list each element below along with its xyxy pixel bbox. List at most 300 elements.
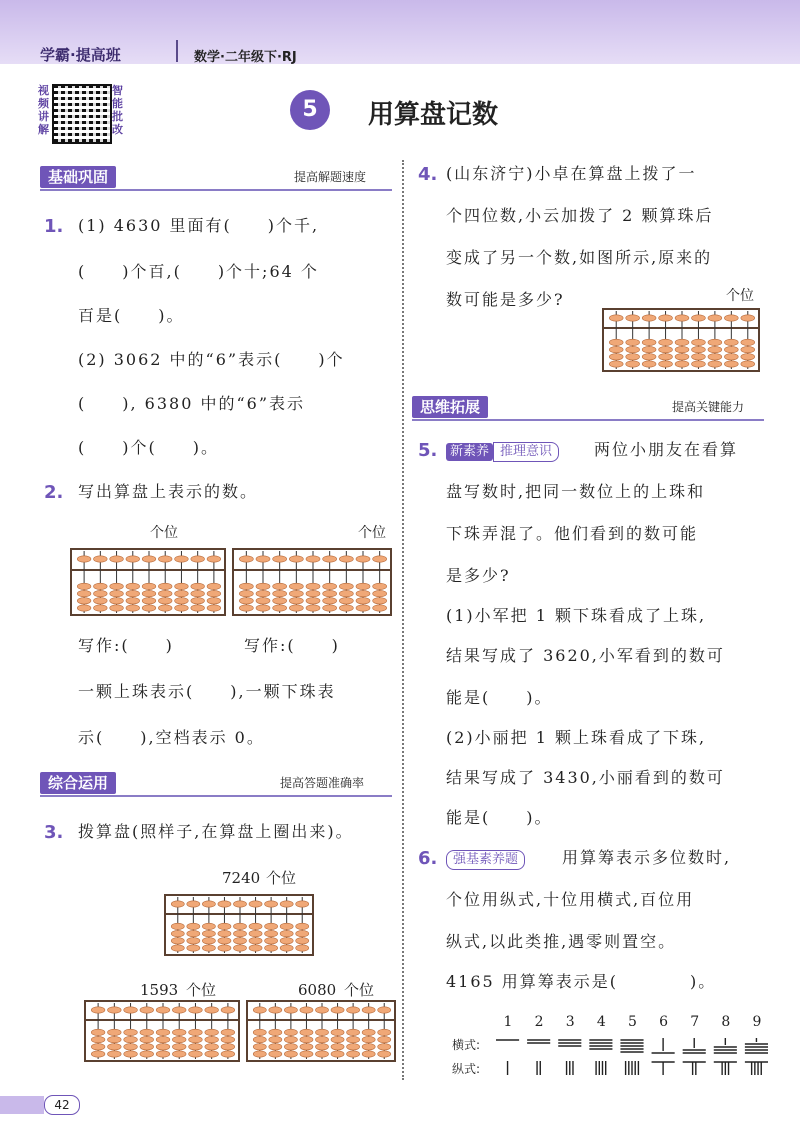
upper-bead [94,556,108,562]
lower-bead [280,945,293,951]
lower-bead [110,590,124,596]
lower-bead [108,1036,122,1042]
lower-bead [642,346,656,352]
q2-abacus2 [232,548,392,616]
upper-bead [675,315,689,321]
q4-line3: 变成了另一个数,如图所示,原来的 [446,248,713,267]
lower-bead [675,354,689,360]
lower-bead [306,590,320,596]
q5-number: 5. [418,440,438,461]
rod-digits-row [492,1014,772,1034]
lower-bead [373,598,387,604]
section-underline [40,795,392,797]
upper-bead [205,1007,219,1013]
lower-bead [233,923,246,929]
lower-bead [609,339,623,345]
lower-bead [356,590,370,596]
lower-bead [347,1029,360,1035]
q6-tag-wrap [446,848,525,870]
lower-bead [323,598,337,604]
lower-bead [692,354,706,360]
lower-bead [175,605,189,611]
lower-bead [708,339,722,345]
lower-bead [273,598,287,604]
q4-abacus-label: 个位 [726,288,754,304]
rod-digit: 8 [721,1014,731,1030]
lower-bead [156,1044,170,1050]
lower-bead [249,938,262,944]
upper-bead [296,901,309,907]
lower-bead [339,598,353,604]
lower-bead [175,583,189,589]
lower-bead [362,1051,375,1057]
page-number: 42 [44,1095,80,1115]
lower-bead [273,583,287,589]
lower-bead [221,1036,235,1042]
lower-bead [91,1044,105,1050]
upper-bead [323,556,337,562]
q1-line5: ( ), 6380 中的“6”表示 [78,394,306,413]
q3-line1: 拨算盘(照样子,在算盘上圈出来)。 [78,822,354,841]
section-comprehensive-note: 提高答题准确率 [280,776,365,790]
lower-bead [675,339,689,345]
q2-abacus1-label: 个位 [150,525,178,541]
rod-glyph [626,1061,639,1075]
q5-line3: 下珠弄混了。他们看到的数可能 [446,524,699,543]
lower-bead [724,354,738,360]
lower-bead [331,1029,344,1035]
upper-bead [253,1007,266,1013]
lower-bead [205,1029,219,1035]
rod-digit: 7 [690,1014,700,1030]
upper-bead [609,315,623,321]
upper-bead [708,315,722,321]
q3-b-number: 6080 [298,981,337,999]
upper-bead [171,901,184,907]
rod-glyph [537,1061,540,1075]
q2-write1: 写作:( ) [78,636,174,655]
lower-bead [724,346,738,352]
lower-bead [300,1036,313,1042]
lower-bead [124,1029,138,1035]
q2-line1: 写出算盘上表示的数。 [78,482,259,501]
q3-example-number: 7240 [222,869,261,887]
lesson-title: 用算盘记数 [368,100,499,130]
lower-bead [156,1051,170,1057]
lower-bead [273,590,287,596]
rod-digit: 5 [628,1014,637,1030]
subject-label: 数学·二年级下·RJ [194,50,297,65]
lower-bead [171,930,184,936]
lower-bead [289,605,303,611]
lower-bead [347,1044,360,1050]
q6-line1: 用算筹表示多位数时, [562,848,732,867]
lower-bead [373,583,387,589]
lower-bead [126,590,140,596]
q2-write2: 写作:( ) [244,636,340,655]
lower-bead [108,1051,122,1057]
q6-line4: 4165 用算筹表示是( )。 [446,972,717,991]
rod-glyph [714,1062,737,1075]
lower-bead [249,923,262,929]
lower-bead [249,930,262,936]
lower-bead [187,930,200,936]
lower-bead [253,1044,266,1050]
lower-bead [205,1051,219,1057]
upper-bead [265,901,278,907]
lower-bead [609,361,623,367]
lower-bead [373,590,387,596]
rod-glyph [683,1062,706,1075]
lower-bead [708,346,722,352]
upper-bead [110,556,124,562]
rod-digit: 3 [565,1014,575,1030]
q4-number: 4. [418,164,438,185]
lower-bead [347,1036,360,1042]
column-divider [402,160,404,1080]
lower-bead [724,361,738,367]
lower-bead [609,354,623,360]
lower-bead [741,339,755,345]
lower-bead [362,1044,375,1050]
section-basic [40,166,392,188]
upper-bead [284,1007,297,1013]
lower-bead [172,1036,186,1042]
lower-bead [296,945,309,951]
upper-bead [239,556,253,562]
lower-bead [110,583,124,589]
lower-bead [218,938,231,944]
lower-bead [692,339,706,345]
lower-bead [175,590,189,596]
lower-bead [289,583,303,589]
q3-a-number: 1593 [140,981,179,999]
q2-abacus2-label: 个位 [358,525,386,541]
lower-bead [156,1029,170,1035]
lower-bead [124,1044,138,1050]
lower-bead [140,1044,154,1050]
lower-bead [265,945,278,951]
upper-bead [187,901,200,907]
lower-bead [331,1044,344,1050]
section-basic-tag: 基础巩固 [40,166,116,188]
upper-bead [191,556,205,562]
lower-bead [239,605,253,611]
lower-bead [362,1029,375,1035]
lower-bead [221,1029,235,1035]
lower-bead [124,1051,138,1057]
lower-bead [265,938,278,944]
upper-bead [273,556,287,562]
lower-bead [91,1036,105,1042]
lower-bead [692,361,706,367]
q5-line1: 两位小朋友在看算 [594,440,739,459]
lower-bead [110,605,124,611]
qr-left-label: 视频讲解 [38,84,49,136]
section-comprehensive-tag: 综合运用 [40,772,116,794]
lower-bead [77,605,91,611]
q3-a-abacus[interactable] [84,1000,240,1062]
lower-bead [110,598,124,604]
rod-glyph [567,1061,573,1075]
q2-abacus1 [70,548,226,616]
q1-line4: (2) 3062 中的“6”表示( )个 [78,350,345,369]
rod-digit: 9 [752,1014,762,1030]
upper-bead [233,901,246,907]
upper-bead [642,315,656,321]
lower-bead [626,361,640,367]
upper-bead [315,1007,328,1013]
lower-bead [94,605,108,611]
lower-bead [284,1044,297,1050]
lower-bead [233,930,246,936]
q5-line4: 是多少? [446,566,511,585]
section-underline [40,189,392,191]
q5-line9: 结果写成了 3430,小丽看到的数可 [446,768,725,787]
qr-code-icon[interactable] [52,84,112,144]
upper-bead [659,315,673,321]
brand-title: 学霸·提高班 [40,46,121,64]
lower-bead [626,339,640,345]
rod-vertical-forms [492,1058,772,1078]
upper-bead [202,901,215,907]
lower-bead [207,590,221,596]
lower-bead [296,938,309,944]
lower-bead [158,605,172,611]
lower-bead [256,598,270,604]
rod-glyph [652,1062,675,1075]
lower-bead [91,1051,105,1057]
lower-bead [126,598,140,604]
lower-bead [378,1044,391,1050]
lower-bead [315,1051,328,1057]
lower-bead [221,1044,235,1050]
lower-bead [142,590,156,596]
lower-bead [323,590,337,596]
lower-bead [140,1029,154,1035]
lower-bead [187,945,200,951]
lower-bead [202,923,215,929]
lower-bead [142,583,156,589]
q5-line2: 盘写数时,把同一数位上的上珠和 [446,482,706,501]
q5-line8: (2)小丽把 1 颗上珠看成了下珠, [446,728,707,747]
lower-bead [708,354,722,360]
lower-bead [189,1051,203,1057]
rod-digit: 2 [534,1014,544,1030]
lower-bead [187,923,200,929]
section-thinking-tag: 思维拓展 [412,396,488,418]
lower-bead [77,598,91,604]
lower-bead [659,346,673,352]
upper-bead [77,556,91,562]
lower-bead [189,1044,203,1050]
lower-bead [142,598,156,604]
lower-bead [323,605,337,611]
lower-bead [609,346,623,352]
lower-bead [284,1051,297,1057]
upper-bead [221,1007,235,1013]
lower-bead [207,598,221,604]
lower-bead [284,1029,297,1035]
section-underline [412,419,764,421]
header-divider [176,40,178,62]
lower-bead [300,1044,313,1050]
upper-bead [306,556,320,562]
lower-bead [315,1044,328,1050]
upper-bead [124,1007,138,1013]
lower-bead [207,583,221,589]
lower-bead [108,1029,122,1035]
lower-bead [253,1029,266,1035]
q5-line6: 结果写成了 3620,小军看到的数可 [446,646,725,665]
lower-bead [741,361,755,367]
rod-horizontal-forms [492,1036,772,1056]
q2-number: 2. [44,482,64,503]
lower-bead [249,945,262,951]
upper-bead [156,1007,170,1013]
lower-bead [253,1051,266,1057]
upper-bead [91,1007,105,1013]
lower-bead [323,583,337,589]
lower-bead [724,339,738,345]
lower-bead [158,583,172,589]
rod-glyph [527,1040,550,1043]
qr-right-label: 智能批改 [112,84,123,136]
rod-glyph [714,1038,737,1053]
q3-number: 3. [44,822,64,843]
rod-glyph [558,1040,581,1046]
lower-bead [218,930,231,936]
lower-bead [239,590,253,596]
q6-number: 6. [418,848,438,869]
lower-bead [256,590,270,596]
q4-abacus [602,308,760,372]
upper-bead [692,315,706,321]
lower-bead [77,583,91,589]
q3-b-abacus[interactable] [246,1000,396,1062]
section-basic-note: 提高解题速度 [294,170,367,184]
q4-line4: 数可能是多少? [446,290,565,309]
lower-bead [191,590,205,596]
lower-bead [171,945,184,951]
lower-bead [156,1036,170,1042]
upper-bead [269,1007,282,1013]
q6-line2: 个位用纵式,十位用横式,百位用 [446,890,695,909]
upper-bead [158,556,172,562]
lower-bead [172,1044,186,1050]
lower-bead [205,1044,219,1050]
lower-bead [265,930,278,936]
lower-bead [306,583,320,589]
upper-bead [373,556,387,562]
rod-digit: 6 [659,1014,669,1030]
lower-bead [296,930,309,936]
upper-bead [378,1007,391,1013]
lower-bead [675,346,689,352]
lower-bead [221,1051,235,1057]
q6-tag: 强基素养题 [446,850,525,870]
lower-bead [339,605,353,611]
lower-bead [233,945,246,951]
lower-bead [373,605,387,611]
q5-tags [446,440,559,462]
lower-bead [708,361,722,367]
lower-bead [77,590,91,596]
lower-bead [642,339,656,345]
lower-bead [124,1036,138,1042]
lower-bead [126,605,140,611]
lower-bead [191,583,205,589]
upper-bead [331,1007,344,1013]
lower-bead [94,598,108,604]
rod-glyph [745,1038,768,1053]
lower-bead [140,1036,154,1042]
rod-glyph [683,1038,706,1053]
lower-bead [202,938,215,944]
upper-bead [256,556,270,562]
lower-bead [289,598,303,604]
q1-line6: ( )个( )。 [78,438,219,457]
lower-bead [253,1036,266,1042]
upper-bead [189,1007,203,1013]
rod-glyph [620,1040,643,1052]
q3-b-label: 个位 [344,981,375,999]
q2-line3: 示( ),空档表示 0。 [78,728,265,747]
lower-bead [269,1051,282,1057]
lower-bead [172,1051,186,1057]
rod-glyph [745,1062,768,1075]
q5-tag-reasoning: 推理意识 [493,442,559,462]
lower-bead [94,590,108,596]
lower-bead [642,361,656,367]
lower-bead [356,598,370,604]
lower-bead [284,1036,297,1042]
lower-bead [140,1051,154,1057]
lower-bead [191,598,205,604]
lesson-number: 5 [290,90,330,130]
lower-bead [378,1029,391,1035]
lower-bead [378,1051,391,1057]
lower-bead [191,605,205,611]
rod-row1-label: 横式: [452,1038,481,1052]
upper-bead [339,556,353,562]
lower-bead [171,938,184,944]
upper-bead [362,1007,375,1013]
q3-a-label: 个位 [186,981,217,999]
lower-bead [659,354,673,360]
lower-bead [362,1036,375,1042]
lower-bead [239,598,253,604]
upper-bead [249,901,262,907]
upper-bead [300,1007,313,1013]
q3-example-abacus [164,894,314,956]
lower-bead [642,354,656,360]
upper-bead [142,556,156,562]
lower-bead [189,1029,203,1035]
lower-bead [108,1044,122,1050]
lower-bead [91,1029,105,1035]
lower-bead [300,1051,313,1057]
rod-glyph [652,1038,675,1053]
upper-bead [280,901,293,907]
lower-bead [347,1051,360,1057]
upper-bead [140,1007,154,1013]
lower-bead [273,605,287,611]
upper-bead [126,556,140,562]
lower-bead [94,583,108,589]
lower-bead [171,923,184,929]
upper-bead [218,901,231,907]
